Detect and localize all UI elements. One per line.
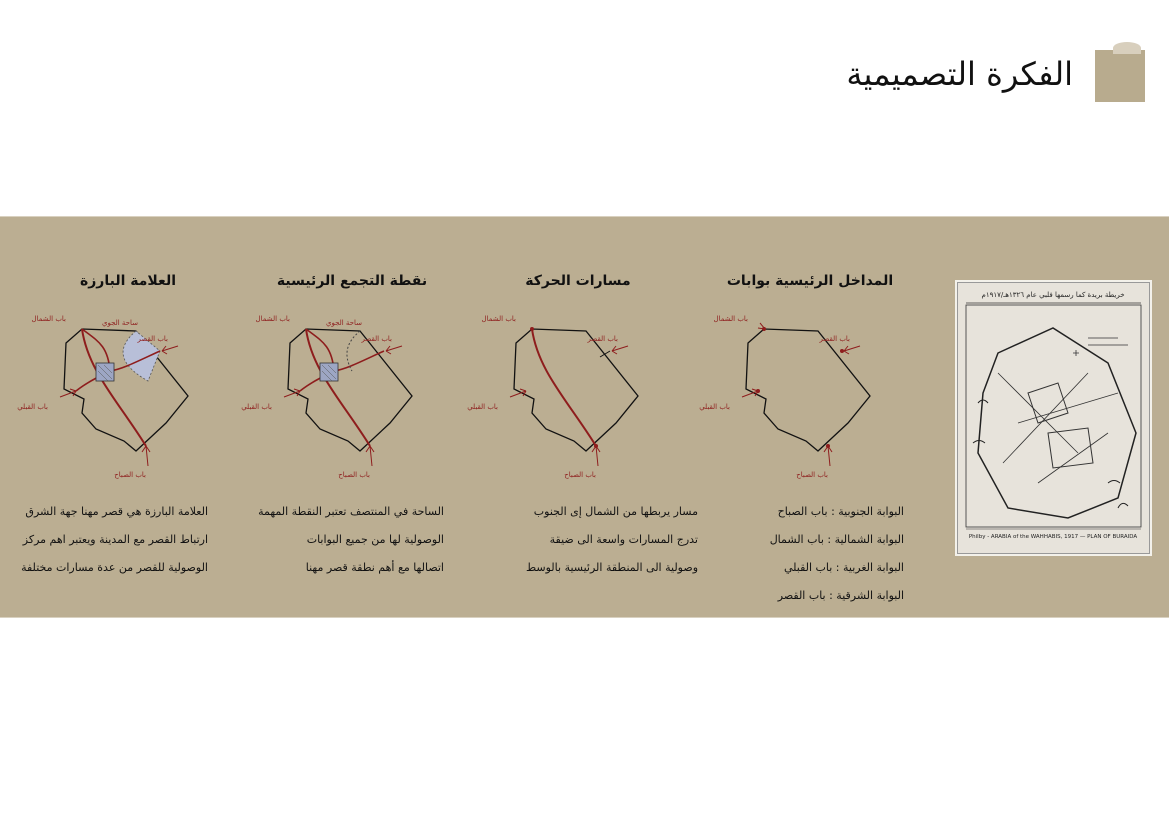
- label-south: باب الصباح: [796, 471, 828, 479]
- page-header: [846, 44, 1145, 104]
- photo-caption-top: خريطة بريدة كما رسمها فلبي عام ١٣٢٦هـ/١٩١٧م: [981, 291, 1125, 299]
- sketch-landmark: [17, 301, 228, 481]
- body-line: الوصولية للقصر من عدة مسارات مختلفة: [21, 561, 208, 574]
- body-line: العلامة البارزة هي قصر مهنا جهة الشرق: [25, 505, 208, 518]
- body-line: البوابة الشمالية : باب الشمال: [769, 533, 904, 546]
- label-square: ساحة الجوي: [102, 319, 138, 327]
- column-gathering-point: [232, 269, 472, 589]
- column-title: المداخل الرئيسية بوابات: [726, 273, 894, 289]
- photo-caption-bottom: Philby - ARABIA of the WAHHABIS, 1917 — PLAN OF BURAIDA: [968, 534, 1138, 540]
- column-title: مسارات الحركة: [525, 273, 631, 289]
- label-east: باب القصر: [361, 335, 392, 343]
- column-entrances: [690, 269, 930, 617]
- body-line: البوابة الجنوبية : باب الصباح: [777, 505, 904, 518]
- body-line: مسار يربطها من الشمال إى الجنوب: [533, 505, 698, 518]
- body-line: الوصولية لها من جميع البوابات: [306, 533, 444, 546]
- column-body: [690, 491, 930, 617]
- label-west: باب القبلي: [467, 403, 498, 411]
- label-east: باب القصر: [587, 335, 618, 343]
- sketch-gathering: [241, 301, 452, 481]
- column-title: العلامة البارزة: [79, 273, 177, 289]
- column-landmark: [8, 269, 248, 589]
- label-east: باب القصر: [819, 335, 850, 343]
- body-line: البوابة الشرقية : باب القصر: [777, 589, 904, 602]
- column-movement-paths: [458, 269, 698, 589]
- label-west: باب القبلي: [241, 403, 272, 411]
- label-north: باب الشمال: [31, 315, 66, 323]
- column-body: [8, 491, 248, 589]
- label-south: باب الصباح: [564, 471, 596, 479]
- body-line: البوابة الغربية : باب القبلي: [783, 561, 904, 574]
- label-square: ساحة الجوي: [326, 319, 362, 327]
- column-title: نقطة التجمع الرئيسية: [276, 273, 428, 289]
- label-west: باب القبلي: [699, 403, 730, 411]
- sketch-paths: [467, 301, 678, 481]
- historic-map-drawing: [958, 283, 1149, 553]
- label-north: باب الشمال: [481, 315, 516, 323]
- body-line: اتصالها مع أهم نطقة قصر مهنا: [305, 561, 444, 574]
- label-south: باب الصباح: [114, 471, 146, 479]
- label-east: باب القصر: [137, 335, 168, 343]
- label-west: باب القبلي: [17, 403, 48, 411]
- body-line: الساحة في المنتصف تعتبر النقطة المهمة: [258, 505, 444, 518]
- body-line: تدرج المسارات واسعة الى ضيقة: [549, 533, 698, 546]
- body-line: وصولية الى المنطقة الرئيسية بالوسط: [525, 561, 698, 574]
- body-line: ارتباط القصر مع المدينة ويعتبر اهم مركز: [22, 533, 208, 546]
- title-swatch: [1095, 50, 1145, 102]
- historic-map-photo: [957, 282, 1150, 554]
- label-north: باب الشمال: [255, 315, 290, 323]
- column-body: [458, 491, 698, 589]
- sketch-gates: [699, 301, 910, 481]
- column-body: [232, 491, 472, 589]
- page-title: الفكرة التصميمية: [846, 55, 1073, 93]
- label-north: باب الشمال: [713, 315, 748, 323]
- label-south: باب الصباح: [338, 471, 370, 479]
- content-band: [0, 216, 1169, 618]
